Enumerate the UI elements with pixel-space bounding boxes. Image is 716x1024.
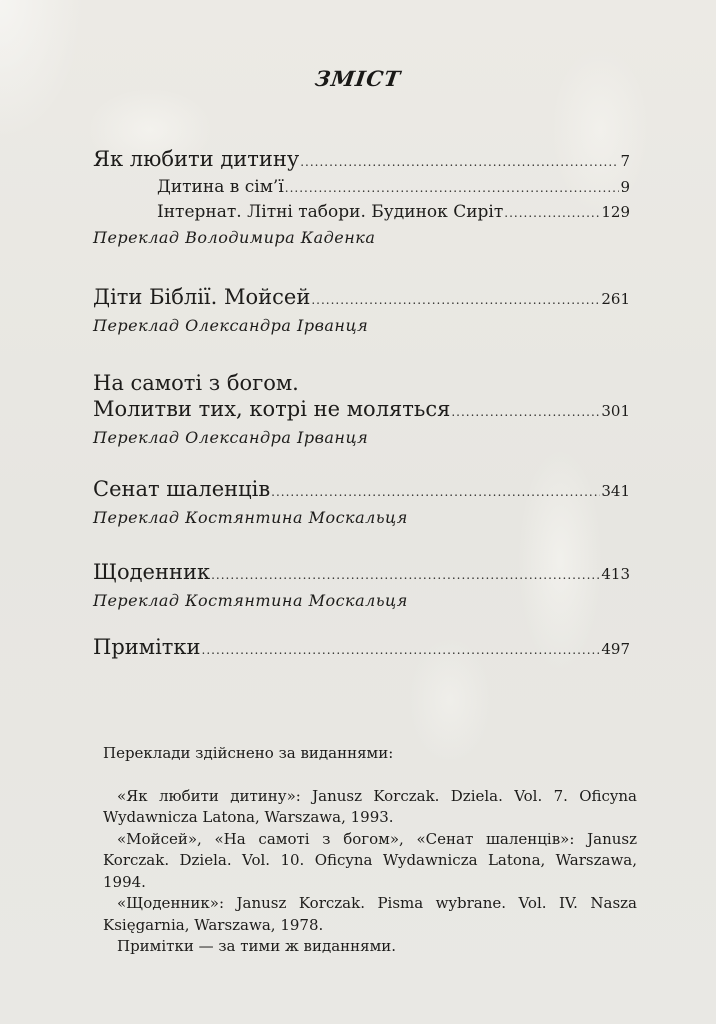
dot-leader	[202, 637, 601, 663]
toc-entry-label: Діти Біблії. Мойсей	[93, 285, 311, 309]
source-note: «Мойсей», «На самоті з богом», «Сенат шаленців»: Janusz Korczak. Dziela. Vol. 10. Oficyna Wydawnicza Latona, Warszawa, 1994.	[103, 829, 637, 891]
dot-leader	[271, 479, 600, 505]
toc-entry-page: 129	[601, 203, 630, 221]
translator-credit: Переклад Олександра Ірванця	[93, 316, 369, 335]
translator-credit: Переклад Костянтина Москальця	[93, 508, 408, 527]
toc-entry[interactable]	[93, 559, 630, 588]
toc-entry-label: Примітки	[93, 635, 201, 659]
toc-entry-page: 7	[620, 152, 630, 170]
toc-subentry[interactable]	[93, 175, 630, 200]
notes-intro: Переклади здійснено за виданнями:	[103, 744, 394, 762]
source-note: Примітки — за тими ж виданнями.	[117, 937, 397, 955]
toc-group-6	[93, 634, 630, 663]
toc-entry-page: 497	[601, 640, 630, 658]
toc-entry-label: Інтернат. Літні табори. Будинок Сиріт	[157, 202, 504, 222]
dot-leader	[504, 201, 600, 225]
toc-entry[interactable]	[93, 146, 630, 175]
toc-entry-page: 301	[601, 402, 630, 420]
toc-group-4	[93, 476, 630, 531]
translator-credit: Переклад Олександра Ірванця	[93, 428, 369, 447]
toc-entry[interactable]	[93, 284, 630, 313]
translator-credit: Переклад Володимира Каденка	[93, 228, 376, 247]
toc-entry-label: Молитви тих, котрі не моляться	[93, 397, 451, 421]
toc-entry-page: 261	[601, 290, 630, 308]
translator-credit: Переклад Костянтина Москальця	[93, 591, 408, 610]
toc-group-1	[93, 146, 630, 251]
toc-entry[interactable]	[93, 476, 630, 505]
toc-subentry[interactable]	[93, 200, 630, 225]
toc-group-5	[93, 559, 630, 614]
source-note: «Як любити дитину»: Janusz Korczak. Dziela. Vol. 7. Oficyna Wydawnicza Latona, Warszawa, 1993.	[103, 786, 637, 826]
toc-entry[interactable]	[93, 396, 630, 425]
page-title: ЗМІСТ	[313, 66, 403, 91]
toc-group-2	[93, 284, 630, 339]
dot-leader	[311, 287, 600, 313]
dot-leader	[211, 562, 600, 588]
toc-entry-page: 413	[601, 565, 630, 583]
toc-entry-label: Сенат шаленців	[93, 477, 271, 501]
toc-entry-label: Дитина в сім’ї	[157, 177, 284, 197]
dot-leader	[451, 399, 600, 425]
toc-entry-title-line: На самоті з богом.	[93, 371, 299, 395]
dot-leader	[300, 149, 619, 175]
dot-leader	[285, 176, 620, 200]
toc-entry[interactable]	[93, 634, 630, 663]
toc-entry-label: Як любити дитину	[93, 147, 300, 171]
toc-entry-label: Щоденник	[93, 560, 211, 584]
toc-group-3	[93, 370, 630, 451]
source-note: «Щоденник»: Janusz Korczak. Pisma wybrane. Vol. IV. Nasza Księgarnia, Warszawa, 1978.	[103, 894, 637, 934]
toc-entry-page: 341	[601, 482, 630, 500]
source-notes	[103, 743, 637, 958]
toc-entry-page: 9	[620, 178, 630, 196]
